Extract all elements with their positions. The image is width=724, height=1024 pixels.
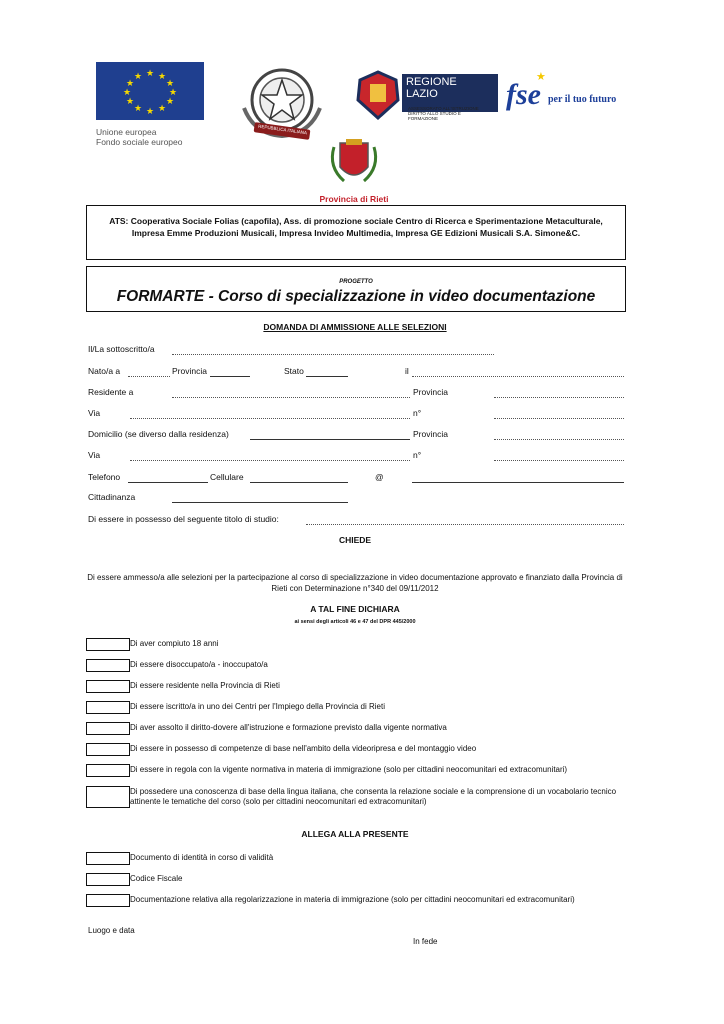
svg-text:★: ★ (157, 104, 167, 114)
dom-n-label: n° (413, 450, 422, 460)
svg-text:★: ★ (133, 104, 143, 114)
sottoscritto-label: Il/La sottoscritto/a (88, 344, 155, 354)
checkbox-lingua[interactable] (86, 786, 130, 808)
svg-text:★: ★ (125, 97, 135, 107)
dichiarazione-disoccupato: Di essere disoccupato/a - inoccupato/a (130, 660, 268, 669)
telefono-field[interactable] (128, 482, 208, 483)
provincia-text: Provincia di Rieti (319, 194, 389, 204)
ats-box (86, 205, 626, 260)
checkbox-residente[interactable] (86, 680, 130, 693)
dichiarazione-lingua: Di possedere una conoscenza di base della lingua italiana, che consenta la relazione sociale e la comprensione di un vocabolario tecnico attinente le tematiche del corso (solo per cittadini neocomunitari ed extracomunitari) (130, 787, 617, 806)
domanda-heading: DOMANDA DI AMMISSIONE ALLE SELEZIONI (263, 322, 447, 332)
dom-provincia-field[interactable] (494, 439, 624, 440)
dichiarazione-eta: Di aver compiuto 18 anni (130, 639, 219, 648)
dichiarazione-immigrazione: Di essere in regola con la vigente normativa in materia di immigrazione (solo per cittadini neocomunitari ed extracomunitari) (130, 765, 568, 774)
regione-lazio-logo (356, 70, 500, 122)
republic-text: REPUBBLICA ITALIANA (257, 123, 308, 136)
svg-text:★: ★ (145, 69, 155, 79)
allegato-documento: Documento di identità in corso di validità (130, 853, 274, 862)
residente-field[interactable] (172, 397, 410, 398)
svg-text:★: ★ (165, 79, 175, 89)
allegato-codice-fiscale: Codice Fiscale (130, 874, 183, 883)
cittadinanza-field[interactable] (172, 502, 348, 503)
allegato-immigrazione: Documentazione relativa alla regolarizzazione in materia di immigrazione (solo per cittadini neocomunitari ed extracomunitari) (130, 895, 575, 904)
stato-label: Stato (284, 366, 304, 376)
nato-provincia-label: Provincia (172, 366, 207, 376)
provincia-crest-icon (314, 137, 394, 187)
fse-star-icon: ★ (536, 70, 546, 83)
svg-text:★: ★ (168, 88, 178, 98)
dichiarazione-residente: Di essere residente nella Provincia di Rieti (130, 681, 280, 690)
dichiarazione-iscritto: Di essere iscritto/a in uno dei Centri per l'Impiego della Provincia di Rieti (130, 702, 385, 711)
eu-flag-icon (96, 62, 204, 120)
eu-logo (96, 62, 204, 147)
nato-field[interactable] (128, 376, 170, 377)
lazio-title2: LAZIO (406, 88, 438, 100)
fse-mark-icon: fse (506, 78, 541, 111)
progetto-box (86, 266, 626, 312)
sottoscritto-field[interactable] (172, 354, 494, 355)
nato-label: Nato/a a (88, 366, 121, 376)
lazio-title1: REGIONE (406, 76, 457, 88)
svg-text:★: ★ (165, 97, 175, 107)
allega-heading: ALLEGA ALLA PRESENTE (301, 829, 409, 839)
fse-text: per il tuo futuro (548, 94, 617, 105)
titolo-field[interactable] (306, 524, 624, 525)
via-label: Via (88, 408, 101, 418)
residente-label: Residente a (88, 387, 134, 397)
dom-n-field[interactable] (494, 460, 624, 461)
lazio-crest-icon (356, 70, 400, 120)
res-provincia-label: Provincia (413, 387, 448, 397)
dichiara-heading: A TAL FINE DICHIARA (310, 604, 400, 614)
checkbox-immigrazione-doc[interactable] (86, 894, 130, 907)
eu-line1: Unione europea (96, 127, 157, 137)
chiede-heading: CHIEDE (338, 535, 372, 545)
telefono-label: Telefono (88, 472, 121, 482)
checkbox-eta[interactable] (86, 638, 130, 651)
ats-text: ATS: Cooperativa Sociale Folias (capofila), Ass. di promozione sociale Centro di Ricerca e Sperimentazione Metaculturale, Impresa Emme Produzioni Musicali, Impresa Invideo Multimedia, Impresa GE Edizioni Musicali S.A. Simone&C. (109, 216, 603, 238)
dom-provincia-label: Provincia (413, 429, 448, 439)
svg-text:★: ★ (133, 72, 143, 82)
il-label: il (405, 366, 409, 376)
svg-text:★: ★ (125, 79, 135, 89)
in-fede-label: In fede (413, 937, 438, 946)
via-n-field[interactable] (494, 418, 624, 419)
via-n-label: n° (413, 408, 422, 418)
email-at-label: @ (375, 472, 384, 482)
lazio-sub: ASSESSORATO ALL'ISTRUZIONE DIRITTO ALLO STUDIO E FORMAZIONE (408, 106, 479, 121)
svg-text:★: ★ (157, 72, 167, 82)
checkbox-immigrazione[interactable] (86, 764, 130, 777)
cellulare-label: Cellulare (210, 472, 244, 482)
luogo-data-label: Luogo e data (88, 926, 135, 935)
dichiarazione-competenze: Di essere in possesso di competenze di base nell'ambito della videoripresa e del montaggio video (130, 744, 477, 753)
checkbox-istruzione[interactable] (86, 722, 130, 735)
checkbox-documento[interactable] (86, 852, 130, 865)
progetto-label: PROGETTO (339, 279, 373, 285)
checkbox-iscritto[interactable] (86, 701, 130, 714)
cellulare-field[interactable] (250, 482, 348, 483)
chiede-text: Di essere ammesso/a alle selezioni per la partecipazione al corso di specializzazione in video documentazione approvato e finanziato dalla Provincia di Rieti con Determinazione n°340 del 09/11/2012 (87, 573, 623, 593)
email-field[interactable] (412, 482, 624, 483)
checkbox-codice-fiscale[interactable] (86, 873, 130, 886)
fse-logo (506, 70, 622, 116)
dichiara-sub: ai sensi degli articoli 46 e 47 del DPR 445/2000 (294, 619, 416, 625)
domicilio-field[interactable] (250, 439, 410, 440)
nato-provincia-field[interactable] (210, 376, 250, 377)
domicilio-label: Domicilio (se diverso dalla residenza) (88, 429, 229, 439)
dom-via-field[interactable] (130, 460, 410, 461)
via-field[interactable] (130, 418, 410, 419)
cittadinanza-label: Cittadinanza (88, 492, 136, 502)
dom-via-label: Via (88, 450, 101, 460)
progetto-title: FORMARTE - Corso di specializzazione in video documentazione (116, 288, 596, 305)
eu-line2: Fondo sociale europeo (96, 137, 183, 147)
checkbox-disoccupato[interactable] (86, 659, 130, 672)
titolo-label: Di essere in possesso del seguente titolo di studio: (88, 514, 279, 524)
res-provincia-field[interactable] (494, 397, 624, 398)
checkbox-competenze[interactable] (86, 743, 130, 756)
provincia-rieti-logo (314, 137, 394, 204)
repubblica-emblem (234, 64, 330, 144)
svg-text:★: ★ (122, 88, 132, 98)
il-field[interactable] (412, 376, 624, 377)
svg-text:★: ★ (145, 107, 155, 117)
dichiarazione-istruzione: Di aver assolto il diritto-dovere all'istruzione e formazione previsto dalla vigente normativa (130, 723, 447, 732)
stato-field[interactable] (306, 376, 348, 377)
